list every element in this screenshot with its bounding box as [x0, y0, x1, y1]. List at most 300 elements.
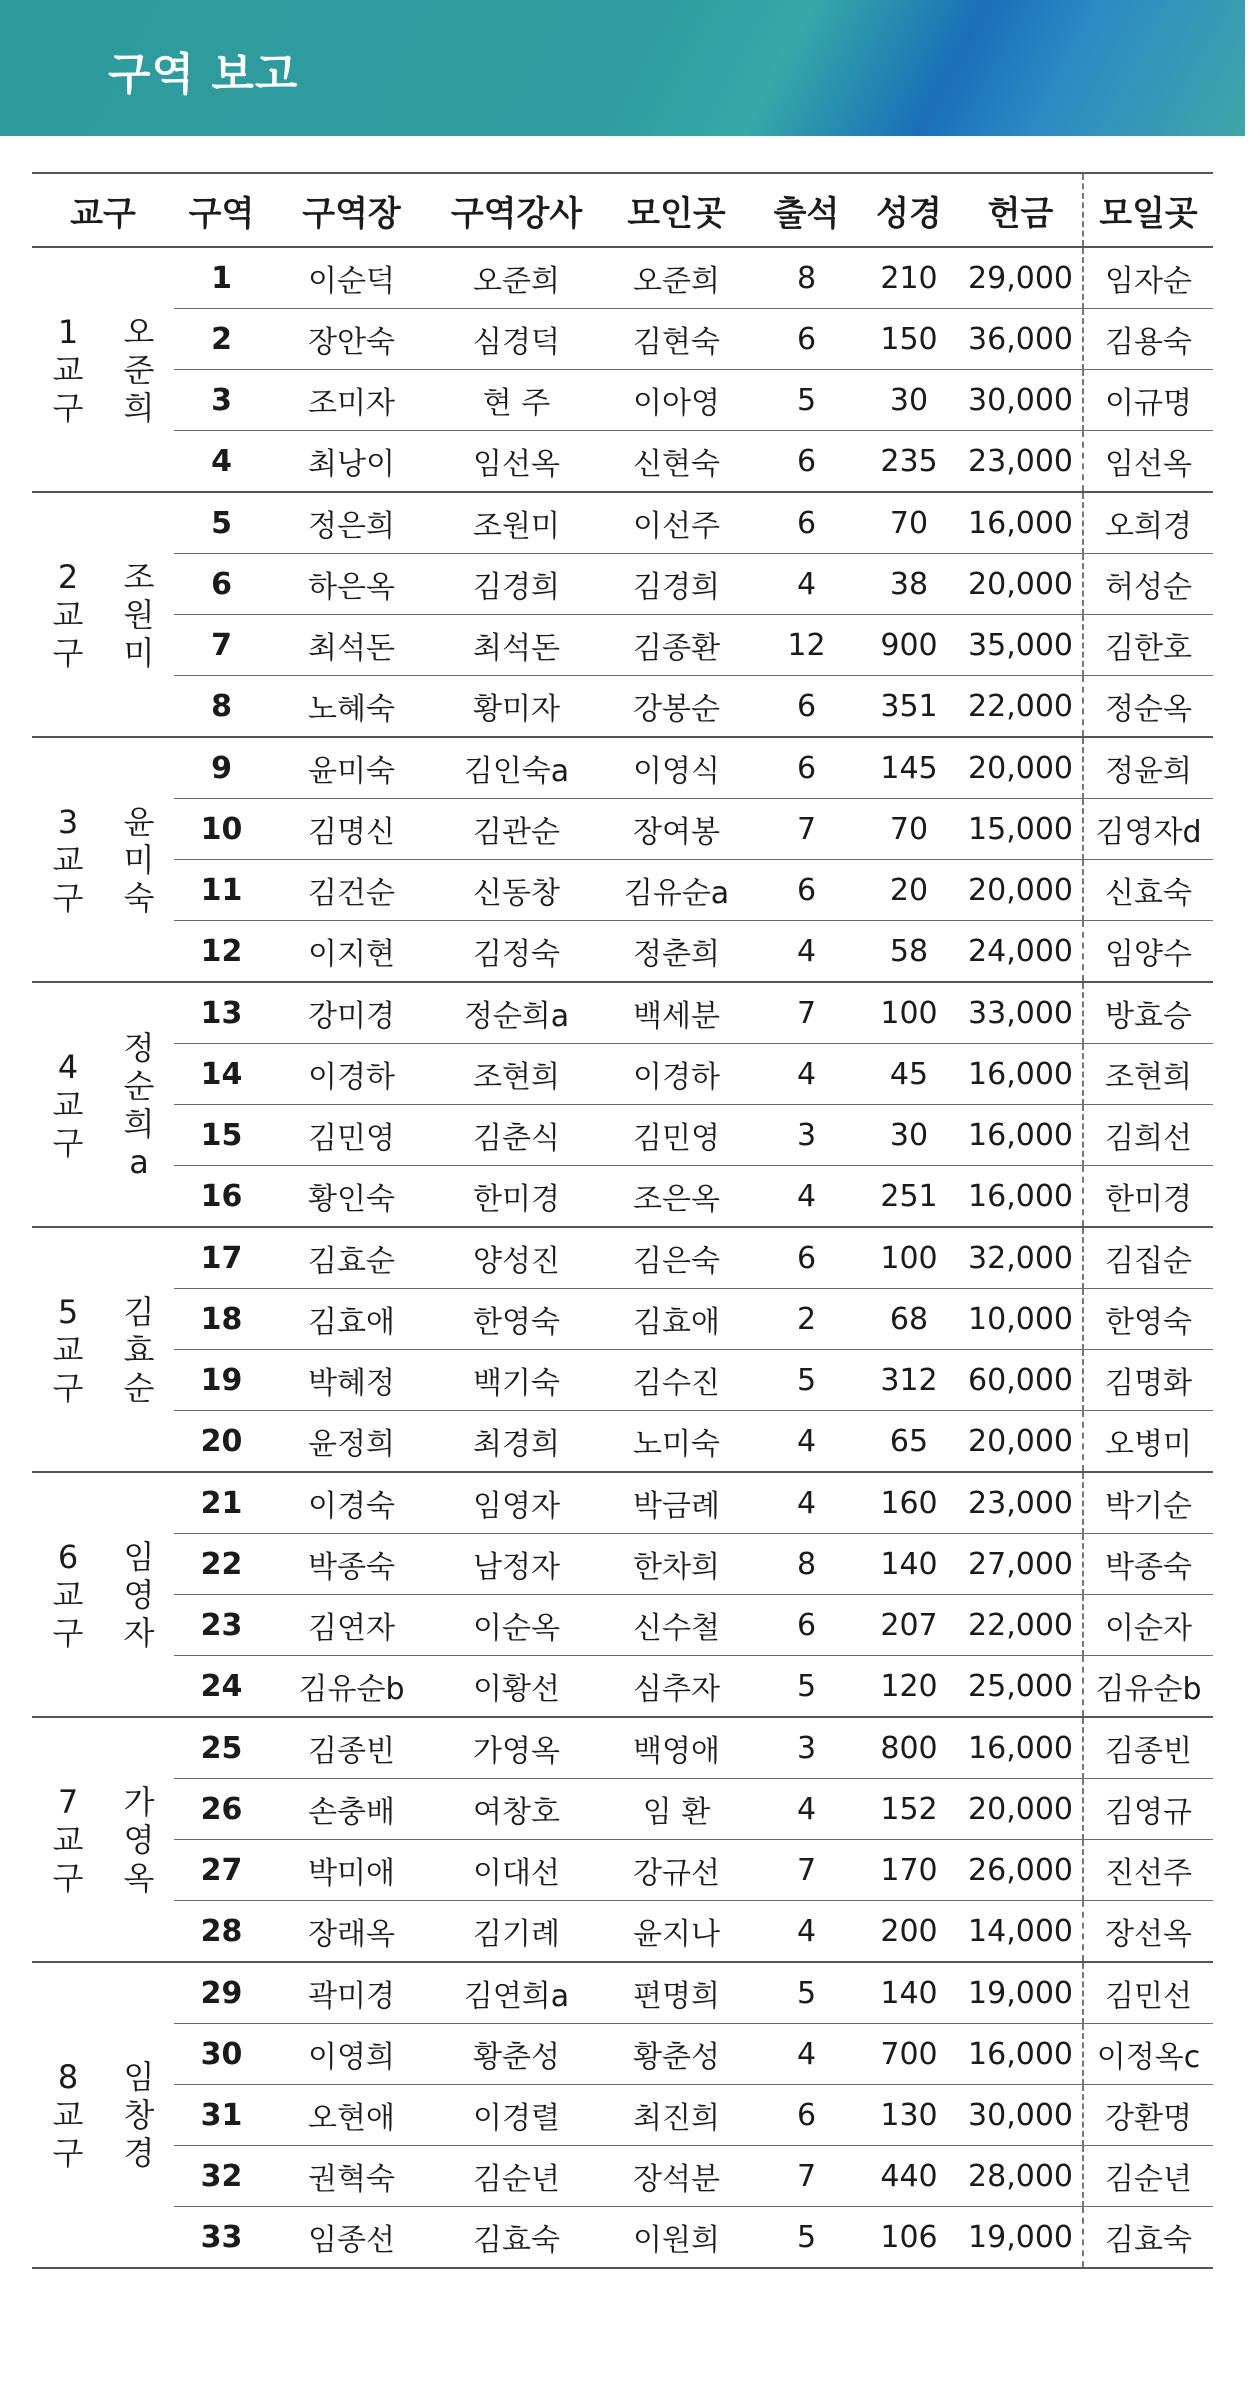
district-instructor: 김춘식 — [434, 1105, 599, 1166]
district-number: 3 — [174, 370, 269, 431]
meeting-place: 한차희 — [599, 1534, 754, 1595]
attendance: 6 — [754, 1595, 859, 1656]
attendance: 4 — [754, 1044, 859, 1105]
district-number: 1 — [174, 247, 269, 309]
attendance: 6 — [754, 431, 859, 493]
district-leader: 장래옥 — [269, 1901, 434, 1963]
bible-count: 440 — [859, 2146, 959, 2207]
header-district-instructor: 구역강사 — [434, 173, 599, 247]
gyogu-leader — [104, 1472, 174, 1717]
district-instructor: 김관순 — [434, 799, 599, 860]
district-leader: 김유순b — [269, 1656, 434, 1718]
district-number: 2 — [174, 309, 269, 370]
next-place: 임자순 — [1083, 247, 1213, 309]
page-title: 구역 보고 — [108, 49, 299, 100]
offering: 25,000 — [959, 1656, 1083, 1718]
offering: 22,000 — [959, 676, 1083, 738]
meeting-place: 이선주 — [599, 492, 754, 554]
next-place: 김영자d — [1083, 799, 1213, 860]
header-row — [32, 173, 1213, 247]
next-place: 장선옥 — [1083, 1901, 1213, 1963]
district-number: 33 — [174, 2207, 269, 2269]
bible-count: 210 — [859, 247, 959, 309]
next-place: 신효숙 — [1083, 860, 1213, 921]
district-leader: 이경숙 — [269, 1472, 434, 1534]
attendance: 6 — [754, 2085, 859, 2146]
district-leader: 최석돈 — [269, 615, 434, 676]
district-leader: 조미자 — [269, 370, 434, 431]
district-leader: 오현애 — [269, 2085, 434, 2146]
meeting-place: 강봉순 — [599, 676, 754, 738]
district-leader: 박미애 — [269, 1840, 434, 1901]
meeting-place: 장석분 — [599, 2146, 754, 2207]
next-place: 오희경 — [1083, 492, 1213, 554]
attendance: 7 — [754, 799, 859, 860]
meeting-place: 김민영 — [599, 1105, 754, 1166]
district-instructor: 황미자 — [434, 676, 599, 738]
district-instructor: 김경희 — [434, 554, 599, 615]
attendance: 5 — [754, 2207, 859, 2269]
district-leader: 박종숙 — [269, 1534, 434, 1595]
gyogu-leader — [104, 492, 174, 737]
bible-count: 152 — [859, 1779, 959, 1840]
next-place: 김집순 — [1083, 1227, 1213, 1289]
gyogu-label — [32, 1472, 104, 1717]
bible-count: 145 — [859, 737, 959, 799]
bible-count: 207 — [859, 1595, 959, 1656]
offering: 14,000 — [959, 1901, 1083, 1963]
bible-count: 130 — [859, 2085, 959, 2146]
header-district: 구역 — [174, 173, 269, 247]
gyogu-label — [32, 1227, 104, 1472]
meeting-place: 이원희 — [599, 2207, 754, 2269]
next-place: 진선주 — [1083, 1840, 1213, 1901]
bible-count: 251 — [859, 1166, 959, 1228]
meeting-place: 최진희 — [599, 2085, 754, 2146]
bible-count: 70 — [859, 799, 959, 860]
table-row — [32, 1595, 1213, 1656]
offering: 35,000 — [959, 615, 1083, 676]
district-number: 32 — [174, 2146, 269, 2207]
offering: 16,000 — [959, 1105, 1083, 1166]
district-instructor: 김정숙 — [434, 921, 599, 983]
attendance: 2 — [754, 1289, 859, 1350]
gyogu-leader — [104, 982, 174, 1227]
attendance: 5 — [754, 1962, 859, 2024]
district-leader: 이순덕 — [269, 247, 434, 309]
meeting-place: 백영애 — [599, 1717, 754, 1779]
gyogu-leader-name: 가 영 옥 — [123, 1782, 155, 1897]
gyogu-name: 8 교 구 — [52, 2058, 84, 2172]
gyogu-leader-name: 김 효 순 — [123, 1292, 155, 1407]
district-number: 12 — [174, 921, 269, 983]
next-place: 정순옥 — [1083, 676, 1213, 738]
district-leader: 박혜정 — [269, 1350, 434, 1411]
gyogu-label — [32, 1962, 104, 2268]
attendance: 7 — [754, 982, 859, 1044]
next-place: 임선옥 — [1083, 431, 1213, 493]
bible-count: 170 — [859, 1840, 959, 1901]
attendance: 5 — [754, 370, 859, 431]
bible-count: 45 — [859, 1044, 959, 1105]
offering: 33,000 — [959, 982, 1083, 1044]
table-row — [32, 1962, 1213, 2024]
bible-count: 200 — [859, 1901, 959, 1963]
attendance: 4 — [754, 2024, 859, 2085]
attendance: 4 — [754, 554, 859, 615]
table-row — [32, 799, 1213, 860]
table-row — [32, 1717, 1213, 1779]
attendance: 4 — [754, 1472, 859, 1534]
district-number: 7 — [174, 615, 269, 676]
district-instructor: 여창호 — [434, 1779, 599, 1840]
next-place: 이순자 — [1083, 1595, 1213, 1656]
table-row — [32, 1166, 1213, 1228]
district-number: 24 — [174, 1656, 269, 1718]
district-instructor: 신동창 — [434, 860, 599, 921]
district-number: 18 — [174, 1289, 269, 1350]
next-place: 방효승 — [1083, 982, 1213, 1044]
next-place: 강환명 — [1083, 2085, 1213, 2146]
offering: 19,000 — [959, 2207, 1083, 2269]
district-number: 5 — [174, 492, 269, 554]
gyogu-leader-name: 정 순 희 a — [123, 1028, 155, 1181]
offering: 16,000 — [959, 1044, 1083, 1105]
district-number: 23 — [174, 1595, 269, 1656]
offering: 23,000 — [959, 431, 1083, 493]
next-place: 허성순 — [1083, 554, 1213, 615]
meeting-place: 이영식 — [599, 737, 754, 799]
table-row — [32, 1105, 1213, 1166]
attendance: 4 — [754, 921, 859, 983]
district-instructor: 최석돈 — [434, 615, 599, 676]
table-row — [32, 309, 1213, 370]
attendance: 3 — [754, 1717, 859, 1779]
district-instructor: 양성진 — [434, 1227, 599, 1289]
attendance: 8 — [754, 247, 859, 309]
district-leader: 장안숙 — [269, 309, 434, 370]
next-place: 김희선 — [1083, 1105, 1213, 1166]
district-instructor: 이황선 — [434, 1656, 599, 1718]
bible-count: 120 — [859, 1656, 959, 1718]
district-instructor: 백기숙 — [434, 1350, 599, 1411]
district-leader: 김건순 — [269, 860, 434, 921]
next-place: 조현희 — [1083, 1044, 1213, 1105]
next-place: 임양수 — [1083, 921, 1213, 983]
district-report-table — [32, 172, 1213, 2269]
meeting-place: 백세분 — [599, 982, 754, 1044]
gyogu-leader-name: 임 창 경 — [123, 2058, 155, 2172]
attendance: 6 — [754, 1227, 859, 1289]
next-place: 이정옥c — [1083, 2024, 1213, 2085]
bible-count: 150 — [859, 309, 959, 370]
table-row — [32, 2085, 1213, 2146]
district-number: 17 — [174, 1227, 269, 1289]
table-row — [32, 921, 1213, 983]
table-row — [32, 2024, 1213, 2085]
next-place: 김한호 — [1083, 615, 1213, 676]
district-leader: 권혁숙 — [269, 2146, 434, 2207]
table-row — [32, 492, 1213, 554]
bible-count: 100 — [859, 982, 959, 1044]
bible-count: 65 — [859, 1411, 959, 1473]
district-instructor: 심경덕 — [434, 309, 599, 370]
meeting-place: 김현숙 — [599, 309, 754, 370]
attendance: 12 — [754, 615, 859, 676]
bible-count: 58 — [859, 921, 959, 983]
meeting-place: 윤지나 — [599, 1901, 754, 1963]
attendance: 6 — [754, 737, 859, 799]
district-leader: 최낭이 — [269, 431, 434, 493]
district-leader: 강미경 — [269, 982, 434, 1044]
offering: 29,000 — [959, 247, 1083, 309]
district-leader: 윤미숙 — [269, 737, 434, 799]
meeting-place: 정춘희 — [599, 921, 754, 983]
offering: 28,000 — [959, 2146, 1083, 2207]
district-number: 16 — [174, 1166, 269, 1228]
district-leader: 김효애 — [269, 1289, 434, 1350]
meeting-place: 장여봉 — [599, 799, 754, 860]
meeting-place: 심추자 — [599, 1656, 754, 1718]
gyogu-name: 3 교 구 — [52, 802, 84, 917]
table-row — [32, 1779, 1213, 1840]
district-leader: 김효순 — [269, 1227, 434, 1289]
district-instructor: 최경희 — [434, 1411, 599, 1473]
district-instructor: 현 주 — [434, 370, 599, 431]
district-leader: 노혜숙 — [269, 676, 434, 738]
bible-count: 30 — [859, 370, 959, 431]
attendance: 6 — [754, 860, 859, 921]
table-row — [32, 615, 1213, 676]
district-instructor: 남정자 — [434, 1534, 599, 1595]
table-row — [32, 1411, 1213, 1473]
gyogu-name: 1 교 구 — [52, 312, 84, 427]
district-instructor: 한미경 — [434, 1166, 599, 1228]
district-leader: 임종선 — [269, 2207, 434, 2269]
table-row — [32, 1289, 1213, 1350]
district-number: 20 — [174, 1411, 269, 1473]
district-number: 15 — [174, 1105, 269, 1166]
offering: 24,000 — [959, 921, 1083, 983]
offering: 15,000 — [959, 799, 1083, 860]
district-number: 28 — [174, 1901, 269, 1963]
attendance: 5 — [754, 1656, 859, 1718]
gyogu-name: 2 교 구 — [52, 557, 84, 672]
offering: 30,000 — [959, 370, 1083, 431]
table-row — [32, 1901, 1213, 1963]
district-leader: 곽미경 — [269, 1962, 434, 2024]
table-row — [32, 1044, 1213, 1105]
attendance: 6 — [754, 492, 859, 554]
offering: 20,000 — [959, 554, 1083, 615]
table-row — [32, 860, 1213, 921]
gyogu-leader-name: 임 영 자 — [123, 1537, 155, 1652]
header-bible: 성경 — [859, 173, 959, 247]
district-number: 6 — [174, 554, 269, 615]
next-place: 김명화 — [1083, 1350, 1213, 1411]
table-row — [32, 431, 1213, 493]
header-next-place: 모일곳 — [1083, 173, 1213, 247]
gyogu-name: 5 교 구 — [52, 1292, 84, 1407]
district-instructor: 한영숙 — [434, 1289, 599, 1350]
table-row — [32, 1840, 1213, 1901]
gyogu-label — [32, 737, 104, 982]
table-row — [32, 737, 1213, 799]
gyogu-name: 7 교 구 — [52, 1782, 84, 1897]
next-place: 김효숙 — [1083, 2207, 1213, 2269]
next-place: 김용숙 — [1083, 309, 1213, 370]
meeting-place: 김효애 — [599, 1289, 754, 1350]
table-row — [32, 1534, 1213, 1595]
offering: 20,000 — [959, 860, 1083, 921]
table-row — [32, 676, 1213, 738]
meeting-place: 김경희 — [599, 554, 754, 615]
district-instructor: 이순옥 — [434, 1595, 599, 1656]
district-instructor: 가영옥 — [434, 1717, 599, 1779]
meeting-place: 신현숙 — [599, 431, 754, 493]
next-place: 김민선 — [1083, 1962, 1213, 2024]
attendance: 7 — [754, 2146, 859, 2207]
bible-count: 312 — [859, 1350, 959, 1411]
offering: 23,000 — [959, 1472, 1083, 1534]
district-number: 29 — [174, 1962, 269, 2024]
offering: 19,000 — [959, 1962, 1083, 2024]
next-place: 한영숙 — [1083, 1289, 1213, 1350]
next-place: 이규명 — [1083, 370, 1213, 431]
next-place: 김영규 — [1083, 1779, 1213, 1840]
district-number: 30 — [174, 2024, 269, 2085]
offering: 16,000 — [959, 1166, 1083, 1228]
district-leader: 이지현 — [269, 921, 434, 983]
bible-count: 100 — [859, 1227, 959, 1289]
gyogu-label — [32, 982, 104, 1227]
offering: 27,000 — [959, 1534, 1083, 1595]
next-place: 정윤희 — [1083, 737, 1213, 799]
gyogu-leader — [104, 1962, 174, 2268]
next-place: 김순년 — [1083, 2146, 1213, 2207]
meeting-place: 김은숙 — [599, 1227, 754, 1289]
meeting-place: 편명희 — [599, 1962, 754, 2024]
district-number: 8 — [174, 676, 269, 738]
meeting-place: 신수철 — [599, 1595, 754, 1656]
table-row — [32, 1656, 1213, 1718]
offering: 30,000 — [959, 2085, 1083, 2146]
meeting-place: 이아영 — [599, 370, 754, 431]
district-instructor: 황춘성 — [434, 2024, 599, 2085]
district-leader: 손충배 — [269, 1779, 434, 1840]
attendance: 8 — [754, 1534, 859, 1595]
bible-count: 900 — [859, 615, 959, 676]
district-leader: 하은옥 — [269, 554, 434, 615]
bible-count: 140 — [859, 1534, 959, 1595]
district-number: 31 — [174, 2085, 269, 2146]
meeting-place: 임 환 — [599, 1779, 754, 1840]
district-leader: 김민영 — [269, 1105, 434, 1166]
gyogu-label — [32, 492, 104, 737]
district-leader: 김연자 — [269, 1595, 434, 1656]
bible-count: 68 — [859, 1289, 959, 1350]
district-number: 4 — [174, 431, 269, 493]
bible-count: 70 — [859, 492, 959, 554]
bible-count: 38 — [859, 554, 959, 615]
gyogu-leader — [104, 247, 174, 492]
next-place: 오병미 — [1083, 1411, 1213, 1473]
district-instructor: 임영자 — [434, 1472, 599, 1534]
meeting-place: 강규선 — [599, 1840, 754, 1901]
district-number: 19 — [174, 1350, 269, 1411]
district-instructor: 김순년 — [434, 2146, 599, 2207]
attendance: 6 — [754, 676, 859, 738]
district-leader: 정은희 — [269, 492, 434, 554]
bible-count: 700 — [859, 2024, 959, 2085]
table-row — [32, 554, 1213, 615]
district-number: 25 — [174, 1717, 269, 1779]
offering: 26,000 — [959, 1840, 1083, 1901]
offering: 32,000 — [959, 1227, 1083, 1289]
offering: 20,000 — [959, 1779, 1083, 1840]
district-leader: 이영희 — [269, 2024, 434, 2085]
district-number: 27 — [174, 1840, 269, 1901]
next-place: 김유순b — [1083, 1656, 1213, 1718]
offering: 16,000 — [959, 492, 1083, 554]
district-leader: 이경하 — [269, 1044, 434, 1105]
meeting-place: 노미숙 — [599, 1411, 754, 1473]
district-leader: 황인숙 — [269, 1166, 434, 1228]
attendance: 4 — [754, 1779, 859, 1840]
district-number: 11 — [174, 860, 269, 921]
attendance: 4 — [754, 1411, 859, 1473]
district-instructor: 이경렬 — [434, 2085, 599, 2146]
gyogu-leader — [104, 1227, 174, 1472]
district-instructor: 조현희 — [434, 1044, 599, 1105]
district-instructor: 김연희a — [434, 1962, 599, 2024]
table-body — [32, 247, 1213, 2268]
gyogu-leader-name: 윤 미 숙 — [123, 802, 155, 917]
district-leader: 김명신 — [269, 799, 434, 860]
bible-count: 235 — [859, 431, 959, 493]
header-district-leader: 구역장 — [269, 173, 434, 247]
district-instructor: 임선옥 — [434, 431, 599, 493]
meeting-place: 김수진 — [599, 1350, 754, 1411]
bible-count: 160 — [859, 1472, 959, 1534]
meeting-place: 이경하 — [599, 1044, 754, 1105]
gyogu-name: 6 교 구 — [52, 1537, 84, 1652]
bible-count: 106 — [859, 2207, 959, 2269]
header-meeting-place: 모인곳 — [599, 173, 754, 247]
district-number: 13 — [174, 982, 269, 1044]
table-row — [32, 247, 1213, 309]
district-instructor: 이대선 — [434, 1840, 599, 1901]
header-offering: 헌금 — [959, 173, 1083, 247]
header-attendance: 출석 — [754, 173, 859, 247]
gyogu-leader-name: 조 원 미 — [123, 557, 155, 672]
gyogu-label — [32, 1717, 104, 1962]
next-place: 한미경 — [1083, 1166, 1213, 1228]
district-number: 14 — [174, 1044, 269, 1105]
district-number: 21 — [174, 1472, 269, 1534]
gyogu-leader — [104, 1717, 174, 1962]
next-place: 김종빈 — [1083, 1717, 1213, 1779]
district-instructor: 김효숙 — [434, 2207, 599, 2269]
bible-count: 351 — [859, 676, 959, 738]
gyogu-leader — [104, 737, 174, 982]
header-gyogu: 교구 — [32, 173, 174, 247]
attendance: 3 — [754, 1105, 859, 1166]
bible-count: 140 — [859, 1962, 959, 2024]
meeting-place: 박금례 — [599, 1472, 754, 1534]
attendance: 7 — [754, 1840, 859, 1901]
meeting-place: 오준희 — [599, 247, 754, 309]
